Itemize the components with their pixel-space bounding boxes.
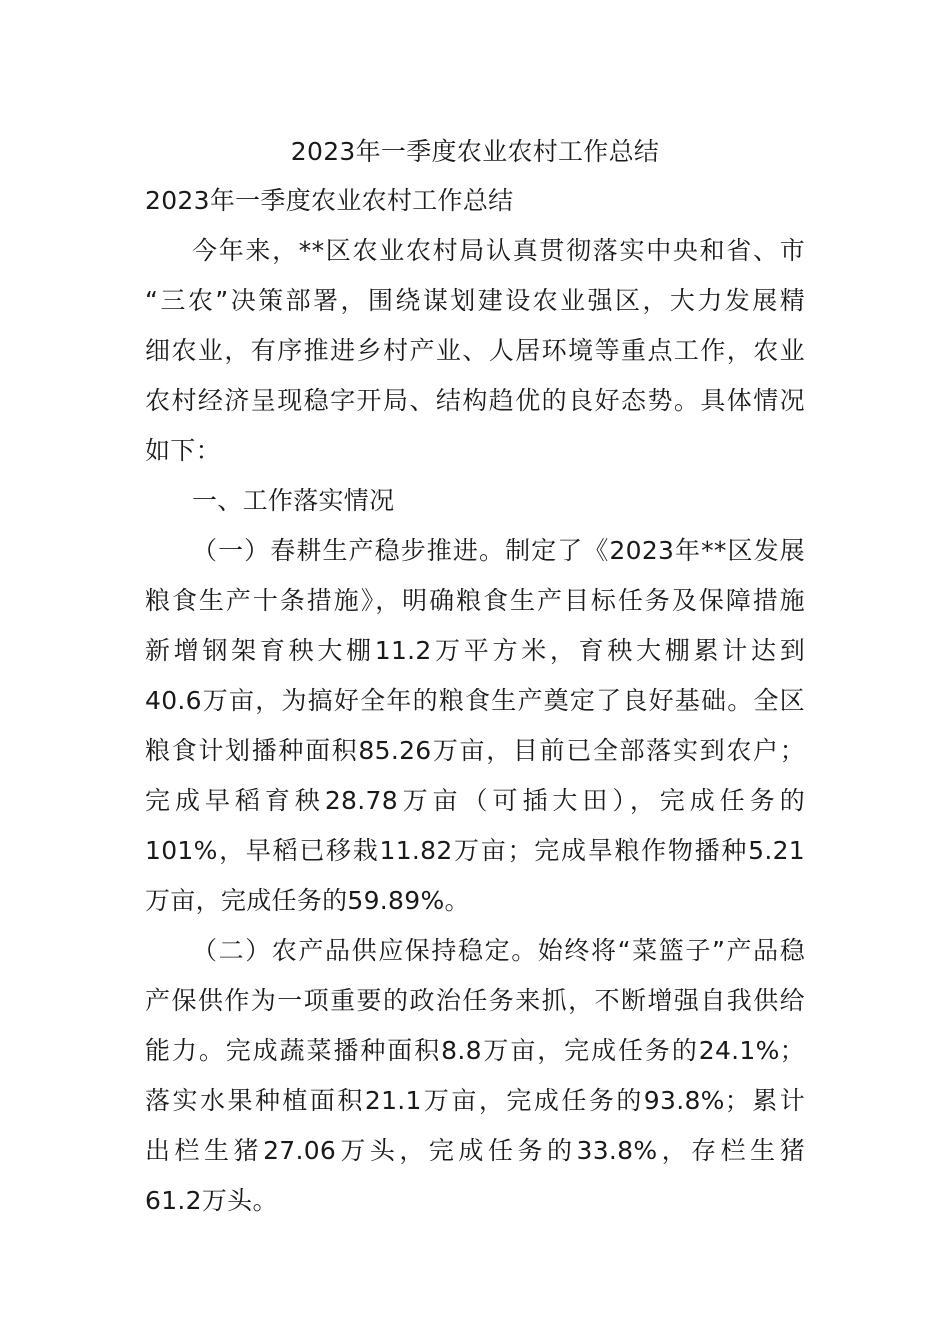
paragraph-3-line-6: 61.2万头。	[145, 1186, 278, 1215]
paragraph-2-line-3: 新增钢架育秧大棚11.2万平方米，育秧大棚累计达到	[145, 636, 805, 665]
document-subtitle: 2023年一季度农业农村工作总结	[145, 186, 514, 215]
paragraph-3-line-2: 产保供作为一项重要的政治任务来抓，不断增强自我供给	[145, 986, 805, 1015]
paragraph-1-line-1: 今年来，**区农业农村局认真贯彻落实中央和省、市	[192, 236, 805, 265]
section-heading: 一、工作落实情况	[192, 486, 395, 515]
paragraph-2-line-4: 40.6万亩，为搞好全年的粮食生产奠定了良好基础。全区	[145, 686, 805, 715]
paragraph-1-line-5: 如下：	[145, 436, 221, 465]
paragraph-1-line-2: “三农”决策部署，围绕谋划建设农业强区，大力发展精	[145, 286, 805, 315]
paragraph-1-line-4: 农村经济呈现稳字开局、结构趋优的良好态势。具体情况	[145, 386, 805, 415]
paragraph-2-line-2: 粮食生产十条措施》，明确粮食生产目标任务及保障措施	[145, 586, 805, 615]
paragraph-3-line-3: 能力。完成蔬菜播种面积8.8万亩，完成任务的24.1%；	[145, 1036, 805, 1065]
paragraph-3-line-4: 落实水果种植面积21.1万亩，完成任务的93.8%；累计	[145, 1086, 805, 1115]
paragraph-1-line-3: 细农业，有序推进乡村产业、人居环境等重点工作，农业	[145, 336, 805, 365]
paragraph-2-line-1: （一）春耕生产稳步推进。制定了《2023年**区发展	[192, 536, 805, 565]
paragraph-2-line-5: 粮食计划播种面积85.26万亩，目前已全部落实到农户；	[145, 736, 805, 765]
paragraph-2-line-6: 完成早稻育秧28.78万亩（可插大田），完成任务的	[145, 786, 805, 815]
paragraph-2-line-7: 101%，早稻已移栽11.82万亩；完成旱粮作物播种5.21	[145, 836, 805, 865]
document-title: 2023年一季度农业农村工作总结	[290, 137, 660, 166]
paragraph-3-line-5: 出栏生猪27.06万头，完成任务的33.8%，存栏生猪	[145, 1136, 805, 1165]
paragraph-3-line-1: （二）农产品供应保持稳定。始终将“菜篮子”产品稳	[192, 936, 805, 965]
paragraph-2-line-8: 万亩，完成任务的59.89%。	[145, 886, 470, 915]
